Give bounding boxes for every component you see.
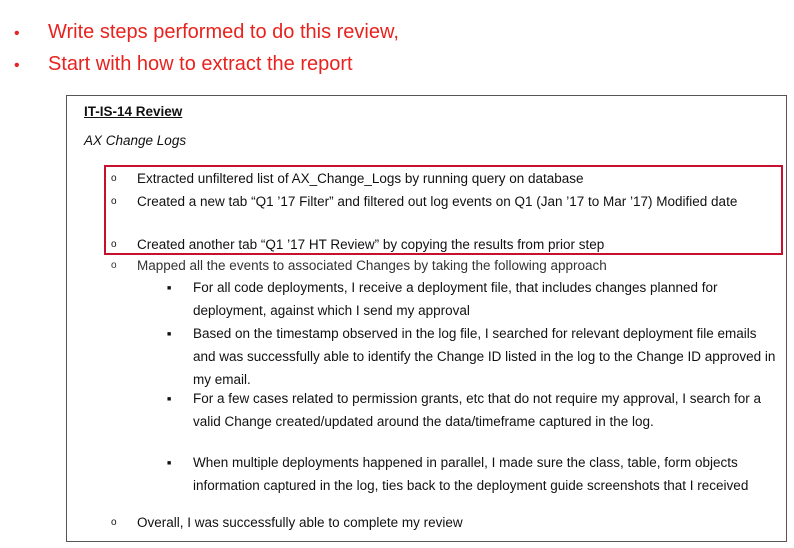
sub-step-text: When multiple deployments happened in parallel, I made sure the class, table, form objects information captured in the log, ties back to the deployment guide screenshots that I received bbox=[193, 455, 749, 493]
circle-bullet-icon: o bbox=[111, 260, 117, 271]
list-item bbox=[111, 511, 781, 534]
instruction-item bbox=[14, 18, 399, 48]
sub-step-text: For a few cases related to permission grants, etc that do not require my approval, I search for a valid Change created/updated around the data/timeframe captured in the log. bbox=[193, 391, 762, 429]
review-subtitle: AX Change Logs bbox=[84, 133, 187, 148]
conclusion-text: Overall, I was successfully able to complete my review bbox=[137, 515, 463, 530]
bullet-icon: • bbox=[14, 57, 20, 74]
sub-step-text: Based on the timestamp observed in the log file, I searched for relevant deployment file emails and was successfully able to identify the Change ID listed in the log to the Change ID approved in my email. bbox=[193, 326, 776, 387]
step-text: Extracted unfiltered list of AX_Change_Logs by running query on database bbox=[137, 171, 584, 186]
square-bullet-icon: ■ bbox=[167, 460, 172, 467]
step-text: Created a new tab “Q1 ’17 Filter” and filtered out log events on Q1 (Jan ’17 to Mar ’17) Modified date bbox=[137, 194, 738, 209]
square-bullet-icon: ■ bbox=[167, 285, 172, 292]
step-text: Created another tab “Q1 ’17 HT Review” by copying the results from prior step bbox=[137, 237, 605, 252]
instruction-item bbox=[14, 50, 399, 80]
circle-bullet-icon: o bbox=[111, 517, 117, 528]
review-title: IT-IS-14 Review bbox=[84, 104, 183, 119]
circle-bullet-icon: o bbox=[111, 173, 117, 184]
square-bullet-icon: ■ bbox=[167, 396, 172, 403]
instruction-text: Start with how to extract the report bbox=[48, 53, 353, 75]
instruction-list bbox=[14, 18, 399, 82]
list-item bbox=[167, 387, 782, 433]
instruction-text: Write steps performed to do this review, bbox=[48, 21, 399, 43]
list-item bbox=[167, 322, 782, 391]
sub-step-text: For all code deployments, I receive a deployment file, that includes changes planned for deployment, against which I send my approval bbox=[193, 280, 718, 318]
list-item bbox=[167, 451, 782, 497]
bullet-icon: • bbox=[14, 25, 20, 42]
list-item bbox=[167, 276, 782, 322]
list-item bbox=[111, 254, 781, 277]
review-document bbox=[66, 95, 787, 542]
square-bullet-icon: ■ bbox=[167, 331, 172, 338]
circle-bullet-icon: o bbox=[111, 239, 117, 250]
step-text: Mapped all the events to associated Changes by taking the following approach bbox=[137, 258, 607, 273]
highlight-box bbox=[104, 165, 783, 255]
circle-bullet-icon: o bbox=[111, 196, 117, 207]
